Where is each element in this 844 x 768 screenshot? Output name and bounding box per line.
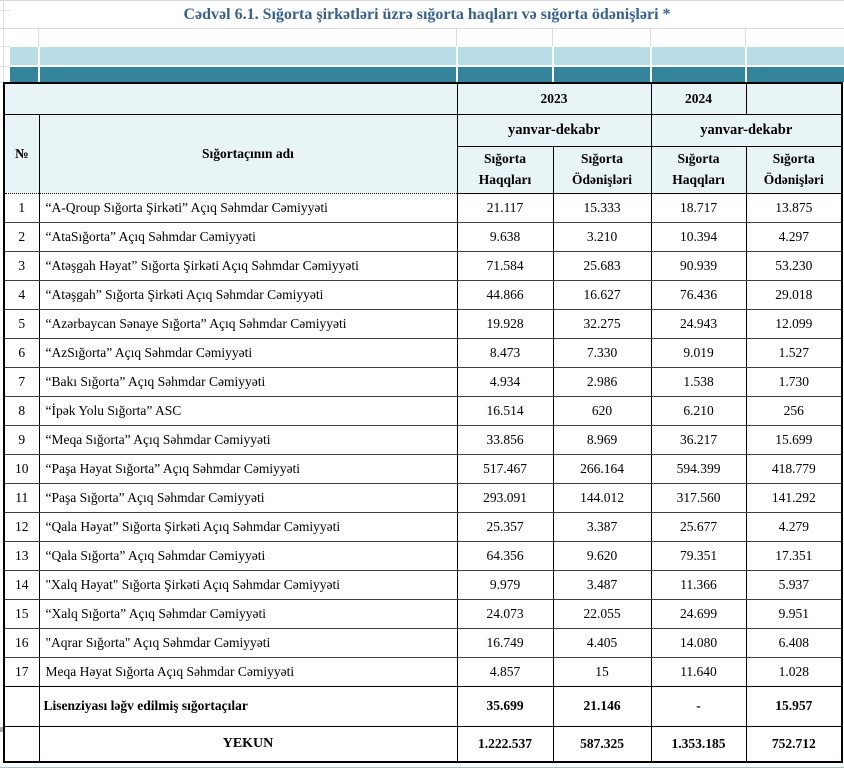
company-name-cell: "Xalq Həyat" Sığorta Şirkəti Açıq Səhmdar Cəmiyyəti <box>39 570 457 599</box>
table-header <box>4 83 842 193</box>
value-cell: 14.080 <box>651 628 746 657</box>
grid-vline <box>552 29 553 46</box>
value-cell: 24.073 <box>457 599 553 628</box>
table-row <box>4 599 842 628</box>
company-name-cell: “Atəşgah” Sığorta Şirkəti Açıq Səhmdar Cəmiyyəti <box>39 280 457 309</box>
value-cell: 79.351 <box>651 541 746 570</box>
value-cell: 4.934 <box>457 367 553 396</box>
value-cell: 71.584 <box>457 251 553 280</box>
value-cell: 2.986 <box>553 367 651 396</box>
table-row <box>4 222 842 251</box>
header-insurer-name-col: Sığortaçının adı <box>39 114 457 193</box>
decor-band-teal <box>10 67 844 82</box>
band-cell-gap <box>38 47 40 82</box>
value-cell: 90.939 <box>651 251 746 280</box>
left-margin-tick <box>0 46 10 47</box>
band-cell-gap <box>650 47 652 82</box>
row-number-cell <box>4 726 39 762</box>
row-number-cell: 5 <box>4 309 39 338</box>
header-payments-2024: Sığorta Ödənişləri <box>746 146 842 193</box>
row-number-cell: 15 <box>4 599 39 628</box>
value-cell: 6.408 <box>746 628 842 657</box>
grid-vline <box>745 29 746 46</box>
left-margin-gridline <box>3 0 4 82</box>
company-name-cell: "Aqrar Sığorta" Açıq Səhmdar Cəmiyyəti <box>39 628 457 657</box>
row-number-cell: 11 <box>4 483 39 512</box>
value-cell: 1.028 <box>746 657 842 686</box>
value-cell: 25.683 <box>553 251 651 280</box>
table-row <box>4 280 842 309</box>
value-cell: 1.527 <box>746 338 842 367</box>
table-row <box>4 454 842 483</box>
header-premiums-2023: Sığorta Haqqları <box>457 146 553 193</box>
value-cell: 17.351 <box>746 541 842 570</box>
table-row <box>4 541 842 570</box>
value-cell: 13.875 <box>746 193 842 222</box>
table-row <box>4 396 842 425</box>
value-cell: 5.937 <box>746 570 842 599</box>
total-label: YEKUN <box>39 726 457 762</box>
value-cell: 64.356 <box>457 541 553 570</box>
company-name-cell: “Azərbaycan Sənaye Sığorta” Açıq Səhmdar Cəmiyyəti <box>39 309 457 338</box>
value-cell: 29.018 <box>746 280 842 309</box>
band-cell-gap <box>456 47 458 82</box>
row-number-cell: 16 <box>4 628 39 657</box>
header-number-col: № <box>4 114 39 193</box>
header-payments-2023: Sığorta Ödənişləri <box>553 146 651 193</box>
band-cell-gap <box>745 47 747 82</box>
table-row <box>4 628 842 657</box>
value-cell: 18.717 <box>651 193 746 222</box>
value-cell: 9.620 <box>553 541 651 570</box>
value-cell: 25.357 <box>457 512 553 541</box>
value-cell: 752.712 <box>746 726 842 762</box>
value-cell: 4.857 <box>457 657 553 686</box>
company-name-cell: Meqa Həyat Sığorta Açıq Səhmdar Cəmiyyəti <box>39 657 457 686</box>
value-cell: 15 <box>553 657 651 686</box>
value-cell: 4.279 <box>746 512 842 541</box>
value-cell: 9.019 <box>651 338 746 367</box>
company-name-cell: “Qala Sığorta” Açıq Səhmdar Cəmiyyəti <box>39 541 457 570</box>
row-number-cell: 17 <box>4 657 39 686</box>
grid-hairline-top <box>0 0 844 1</box>
value-cell: 1.353.185 <box>651 726 746 762</box>
value-cell: 317.560 <box>651 483 746 512</box>
row-number-cell: 1 <box>4 193 39 222</box>
value-cell: 24.943 <box>651 309 746 338</box>
value-cell: 21.117 <box>457 193 553 222</box>
row-number-cell: 10 <box>4 454 39 483</box>
header-period-2024: yanvar-dekabr <box>651 114 842 146</box>
table-row <box>4 425 842 454</box>
insurance-table <box>3 82 843 763</box>
value-cell: 11.640 <box>651 657 746 686</box>
company-name-cell: “A-Qroup Sığorta Şirkəti” Açıq Səhmdar Cəmiyyəti <box>39 193 457 222</box>
row-number-cell: 4 <box>4 280 39 309</box>
table-row <box>4 309 842 338</box>
value-cell: 15.957 <box>746 686 842 726</box>
table-body <box>4 193 842 686</box>
value-cell: 141.292 <box>746 483 842 512</box>
value-cell: 76.436 <box>651 280 746 309</box>
company-name-cell: “AtaSığorta” Açıq Səhmdar Cəmiyyəti <box>39 222 457 251</box>
value-cell: 517.467 <box>457 454 553 483</box>
value-cell: 4.405 <box>553 628 651 657</box>
header-period-2023: yanvar-dekabr <box>457 114 651 146</box>
company-name-cell: “İpək Yolu Sığorta” ASC <box>39 396 457 425</box>
value-cell: 144.012 <box>553 483 651 512</box>
decor-band-lightblue <box>10 47 844 65</box>
value-cell: 418.779 <box>746 454 842 483</box>
value-cell: 11.366 <box>651 570 746 599</box>
company-name-cell: “Qala Həyat” Sığorta Şirkəti Açıq Səhmdar Cəmiyyəti <box>39 512 457 541</box>
grid-vline <box>38 29 39 46</box>
header-year-2024: 2024 <box>651 83 746 114</box>
value-cell: - <box>651 686 746 726</box>
value-cell: 22.055 <box>553 599 651 628</box>
value-cell: 15.333 <box>553 193 651 222</box>
table-row <box>4 657 842 686</box>
grid-hairline <box>0 28 844 29</box>
header-premiums-2024: Sığorta Haqqları <box>651 146 746 193</box>
value-cell: 9.951 <box>746 599 842 628</box>
row-number-cell: 9 <box>4 425 39 454</box>
company-name-cell: “Xalq Sığorta” Açıq Səhmdar Cəmiyyəti <box>39 599 457 628</box>
value-cell: 12.099 <box>746 309 842 338</box>
value-cell: 6.210 <box>651 396 746 425</box>
value-cell: 8.969 <box>553 425 651 454</box>
value-cell: 16.514 <box>457 396 553 425</box>
value-cell: 24.699 <box>651 599 746 628</box>
header-corner-empty <box>4 83 457 114</box>
value-cell: 1.730 <box>746 367 842 396</box>
band-cell-gap <box>552 47 554 82</box>
value-cell: 19.928 <box>457 309 553 338</box>
total-row <box>4 726 842 762</box>
company-name-cell: “Atəşgah Həyat” Sığorta Şirkəti Açıq Səhmdar Cəmiyyəti <box>39 251 457 280</box>
row-number-cell: 3 <box>4 251 39 280</box>
value-cell: 620 <box>553 396 651 425</box>
value-cell: 10.394 <box>651 222 746 251</box>
value-cell: 266.164 <box>553 454 651 483</box>
page-title: Cədvəl 6.1. Sığorta şirkətləri üzrə sığorta haqları və sığorta ödənişləri * <box>183 6 671 23</box>
table-row <box>4 338 842 367</box>
value-cell: 594.399 <box>651 454 746 483</box>
value-cell: 1.538 <box>651 367 746 396</box>
header-year-2023: 2023 <box>457 83 651 114</box>
left-margin-tick <box>0 66 10 67</box>
value-cell: 587.325 <box>553 726 651 762</box>
table-row <box>4 193 842 222</box>
grid-vline <box>456 29 457 46</box>
value-cell: 53.230 <box>746 251 842 280</box>
value-cell: 16.749 <box>457 628 553 657</box>
row-number-cell: 14 <box>4 570 39 599</box>
value-cell: 3.387 <box>553 512 651 541</box>
cancelled-insurers-row <box>4 686 842 726</box>
company-name-cell: “Bakı Sığorta” Açıq Səhmdar Cəmiyyəti <box>39 367 457 396</box>
table-row <box>4 367 842 396</box>
row-number-cell: 13 <box>4 541 39 570</box>
company-name-cell: “Meqa Sığorta” Açıq Səhmdar Cəmiyyəti <box>39 425 457 454</box>
value-cell: 293.091 <box>457 483 553 512</box>
value-cell: 25.677 <box>651 512 746 541</box>
value-cell: 9.979 <box>457 570 553 599</box>
row-number-cell: 2 <box>4 222 39 251</box>
value-cell: 16.627 <box>553 280 651 309</box>
header-empty-cell <box>746 83 842 114</box>
value-cell: 44.866 <box>457 280 553 309</box>
value-cell: 36.217 <box>651 425 746 454</box>
grid-vline <box>650 29 651 46</box>
row-number-cell <box>4 686 39 726</box>
value-cell: 15.699 <box>746 425 842 454</box>
row-number-cell: 7 <box>4 367 39 396</box>
company-name-cell: “AzSığorta” Açıq Səhmdar Cəmiyyəti <box>39 338 457 367</box>
value-cell: 8.473 <box>457 338 553 367</box>
value-cell: 21.146 <box>553 686 651 726</box>
value-cell: 7.330 <box>553 338 651 367</box>
table-row <box>4 483 842 512</box>
value-cell: 33.856 <box>457 425 553 454</box>
left-margin-tick <box>0 10 10 11</box>
table-footer <box>4 686 842 762</box>
value-cell: 4.297 <box>746 222 842 251</box>
value-cell: 3.210 <box>553 222 651 251</box>
value-cell: 32.275 <box>553 309 651 338</box>
row-number-cell: 8 <box>4 396 39 425</box>
table-row <box>4 512 842 541</box>
table-row <box>4 570 842 599</box>
value-cell: 1.222.537 <box>457 726 553 762</box>
row-number-cell: 6 <box>4 338 39 367</box>
company-name-cell: “Paşa Sığorta” Açıq Səhmdar Cəmiyyəti <box>39 483 457 512</box>
row-number-cell: 12 <box>4 512 39 541</box>
value-cell: 256 <box>746 396 842 425</box>
value-cell: 3.487 <box>553 570 651 599</box>
cancelled-insurers-label: Lisenziyası ləğv edilmiş sığortaçılar <box>39 686 457 726</box>
value-cell: 9.638 <box>457 222 553 251</box>
table-row <box>4 251 842 280</box>
company-name-cell: “Paşa Həyat Sığorta” Açıq Səhmdar Cəmiyyəti <box>39 454 457 483</box>
value-cell: 35.699 <box>457 686 553 726</box>
